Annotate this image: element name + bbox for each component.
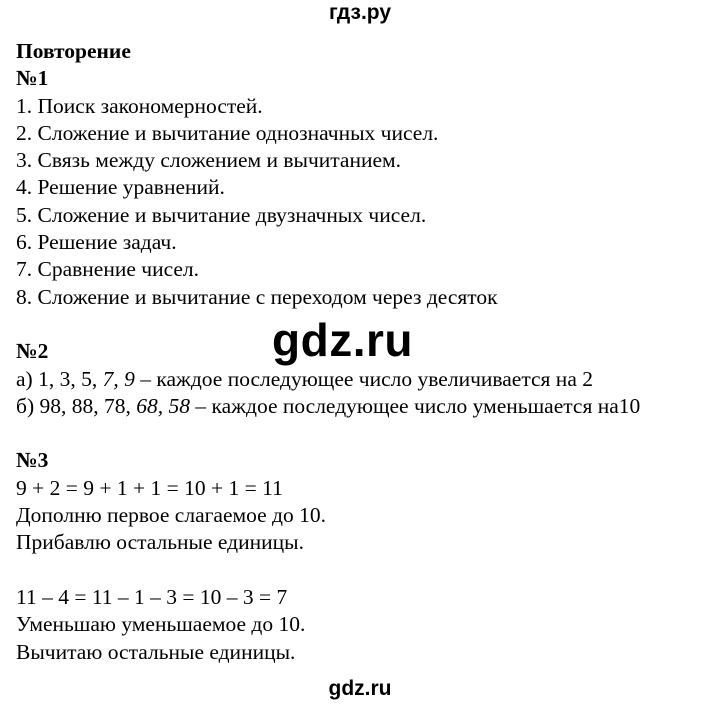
task1-item: 5. Сложение и вычитание двузначных чисел. <box>16 202 427 227</box>
task1-item: 3. Связь между сложением и вычитанием. <box>16 148 402 173</box>
spacer <box>16 557 716 584</box>
section-title: Повторение <box>16 39 131 63</box>
spacer <box>16 420 716 447</box>
task2-b-answer: 68, 58 <box>136 393 190 418</box>
task1-item: 8. Сложение и вычитание с переходом через десяток <box>16 284 498 309</box>
site-header: гдз.ру <box>328 1 392 24</box>
task2-b-prefix: б) 98, 88, 78, <box>16 393 137 418</box>
task1-title: №1 <box>16 66 49 91</box>
task3-text: Прибавлю остальные единицы. <box>16 530 304 555</box>
task2-a-suffix: – каждое последующее число увеличивается на 2 <box>134 366 593 391</box>
task1-item: 4. Решение уравнений. <box>16 175 225 200</box>
task2-a-prefix: а) 1, 3, 5, <box>16 366 103 391</box>
task1-item: 2. Сложение и вычитание однозначных чисел. <box>16 120 439 145</box>
task2-line-a <box>16 366 716 393</box>
task2-b-suffix: – каждое последующее число уменьшается на10 <box>189 393 641 418</box>
task3-equation: 11 – 4 = 11 – 1 – 3 = 10 – 3 = 7 <box>16 584 288 609</box>
task2-a-answer: 7, 9 <box>102 366 135 391</box>
task1-item: 1. Поиск закономерностей. <box>16 93 263 118</box>
task2-line-b <box>16 393 716 420</box>
task3-text: Вычитаю остальные единицы. <box>16 639 296 664</box>
task3-title: №3 <box>16 448 49 473</box>
task3-text: Уменьшаю уменьшаемое до 10. <box>16 612 306 637</box>
watermark: gdz.ru <box>272 314 413 366</box>
task3-equation: 9 + 2 = 9 + 1 + 1 = 10 + 1 = 11 <box>16 475 283 500</box>
site-footer: gdz.ru <box>328 677 392 700</box>
task3-text: Дополню первое слагаемое до 10. <box>16 503 326 528</box>
task1-item: 7. Сравнение чисел. <box>16 257 200 282</box>
task2-title: №2 <box>16 339 49 364</box>
task1-item: 6. Решение задач. <box>16 230 177 255</box>
